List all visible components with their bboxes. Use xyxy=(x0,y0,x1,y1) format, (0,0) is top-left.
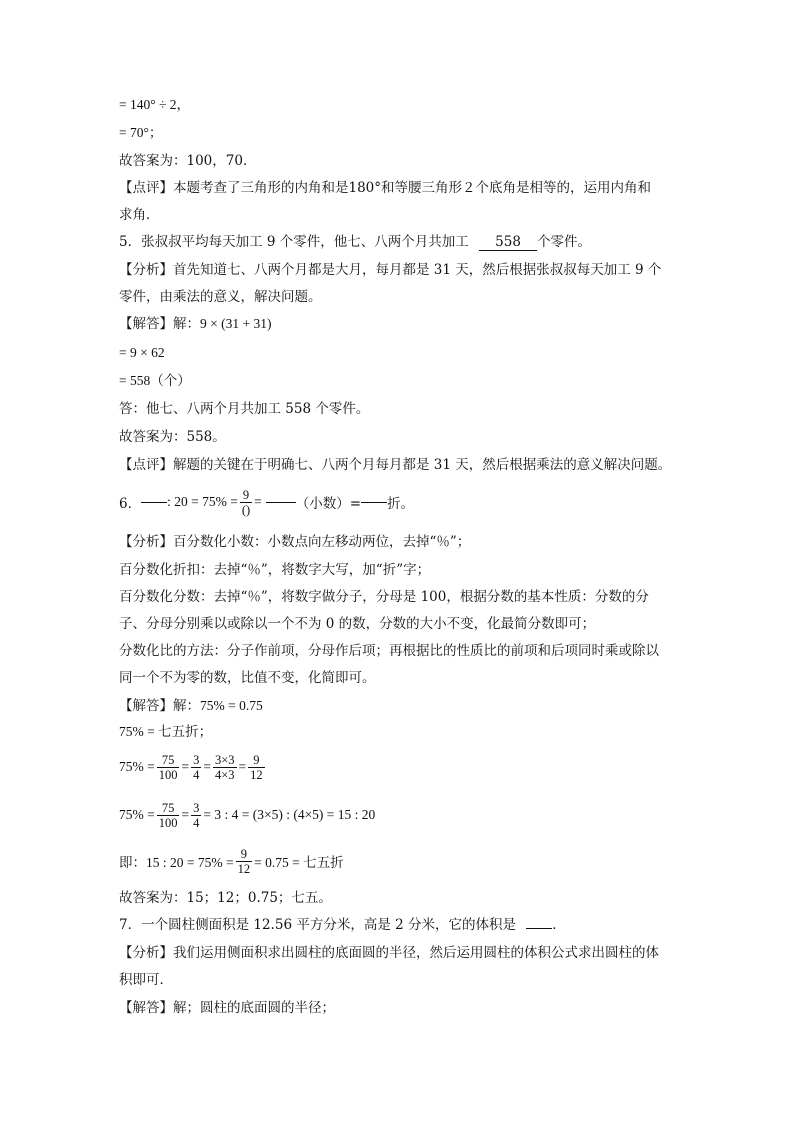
fraction: $\frac{9}{12}$ xyxy=(250,752,263,782)
equation-line: 75% = 七五折； xyxy=(119,724,213,739)
question-6-text: : 20 = 75% = xyxy=(167,494,238,509)
answer-blank xyxy=(361,502,387,503)
question-5-text: 5．张叔叔平均每天加工 9 个零件，他七、八两个月共加工 xyxy=(119,234,469,250)
comment-line: 【点评】解题的关键在于明确七、八两个月每月都是 31 天，然后根据乘法的意义解决问题。 xyxy=(119,457,672,473)
question-6: 6． : 20 = 75% = $\frac{9}{()}$ = （小数）= 折。 xyxy=(119,487,415,517)
fraction: $\frac{3}{4}$ xyxy=(193,800,200,830)
equation: 9 × (31 + 31) xyxy=(200,316,272,331)
solution-label: 【解答】解： xyxy=(119,316,200,332)
question-7: 7．一个圆柱侧面积是 12.56 平方分米，高是 2 分米，它的体积是 ． xyxy=(119,917,566,933)
question-5 xyxy=(119,233,591,251)
equation-line: = 558（个） xyxy=(119,373,191,388)
question-6-number: 6． xyxy=(119,496,142,512)
fraction: $\frac{3\times 3}{4\times 3}$ xyxy=(214,752,235,782)
analysis-line: 同一个不为零的数，比值不变，化简即可。 xyxy=(119,670,376,686)
equation-line: = 70°； xyxy=(119,125,163,140)
analysis-line: 【分析】首先知道七、八两个月都是大月，每月都是 31 天，然后根据张叔叔每天加工 9 个 xyxy=(119,262,662,278)
fraction: $\frac{75}{100}$ xyxy=(158,752,178,782)
analysis-line: 百分数化分数：去掉“％”，将数字做分子，分母是 100，根据分数的基本性质：分数的分 xyxy=(119,589,649,605)
equation: 75% = 0.75 xyxy=(200,698,263,713)
equation-line: = 9 × 62 xyxy=(119,345,165,360)
answer-line: 故答案为：558。 xyxy=(119,429,226,445)
answer-blank xyxy=(526,928,552,929)
analysis-line: 零件，由乘法的意义，解决问题。 xyxy=(119,289,322,305)
analysis-line: 【分析】百分数化小数：小数点向左移动两位，去掉“％”； xyxy=(119,534,471,550)
solution-line: 【解答】解；圆柱的底面圆的半径； xyxy=(119,1000,335,1016)
answer-blank xyxy=(141,502,167,503)
equation-fraction-chain: 75% = $\frac{75}{100}$ = $\frac{3}{4}$ = $\frac{3\times 3}{4\times 3}$ = $\frac{9}{12}$ xyxy=(119,752,263,782)
equation-summary: 即：15 : 20 = 75% = $\frac{9}{12}$ = 0.75 = 七五折 xyxy=(119,846,344,876)
question-7-text: 7．一个圆柱侧面积是 12.56 平方分米，高是 2 分米，它的体积是 xyxy=(119,917,516,933)
solution-line xyxy=(119,315,271,333)
comment-line: 求角． xyxy=(119,207,160,223)
answer-blank: 558 xyxy=(479,234,537,251)
analysis-line: 分数化比的方法：分子作前项，分母作后项；再根据比的性质比的前项和后项同时乘或除以 xyxy=(119,643,659,659)
question-5-suffix: 个零件。 xyxy=(537,234,592,250)
fraction: $\frac{9}{12}$ xyxy=(237,846,251,876)
solution-label: 【解答】解： xyxy=(119,698,200,714)
equation-ratio-chain: 75% = $\frac{75}{100}$ = $\frac{3}{4}$ = 3 : 4 = (3×5) : (4×5) = 15 : 20 xyxy=(119,800,376,830)
analysis-line: 百分数化折扣：去掉“％”，将数字大写，加“折”字； xyxy=(119,562,431,578)
comment-line: 【点评】本题考查了三角形的内角和是180°和等腰三角形２个底角是相等的，运用内角和 xyxy=(119,180,652,196)
equation-line: = 140° ÷ 2， xyxy=(119,97,191,112)
fraction: $\frac{3}{4}$ xyxy=(193,752,200,782)
solution-line xyxy=(119,697,263,715)
analysis-line: 【分析】我们运用侧面积求出圆柱的底面圆的半径，然后运用圆柱的体积公式求出圆柱的体 xyxy=(119,945,659,961)
answer-line: 答：他七、八两个月共加工 558 个零件。 xyxy=(119,401,370,417)
fraction: $\frac{9}{()}$ xyxy=(241,487,251,517)
answer-blank xyxy=(266,502,296,503)
analysis-line: 积即可． xyxy=(119,972,173,988)
answer-line: 故答案为：100，70． xyxy=(119,153,257,169)
analysis-line: 子、分母分别乘以或除以一个不为 0 的数，分数的大小不变，化最简分数即可； xyxy=(119,616,596,632)
fraction: $\frac{75}{100}$ xyxy=(158,800,178,830)
answer-line: 故答案为：15；12；0.75；七五。 xyxy=(119,890,332,906)
